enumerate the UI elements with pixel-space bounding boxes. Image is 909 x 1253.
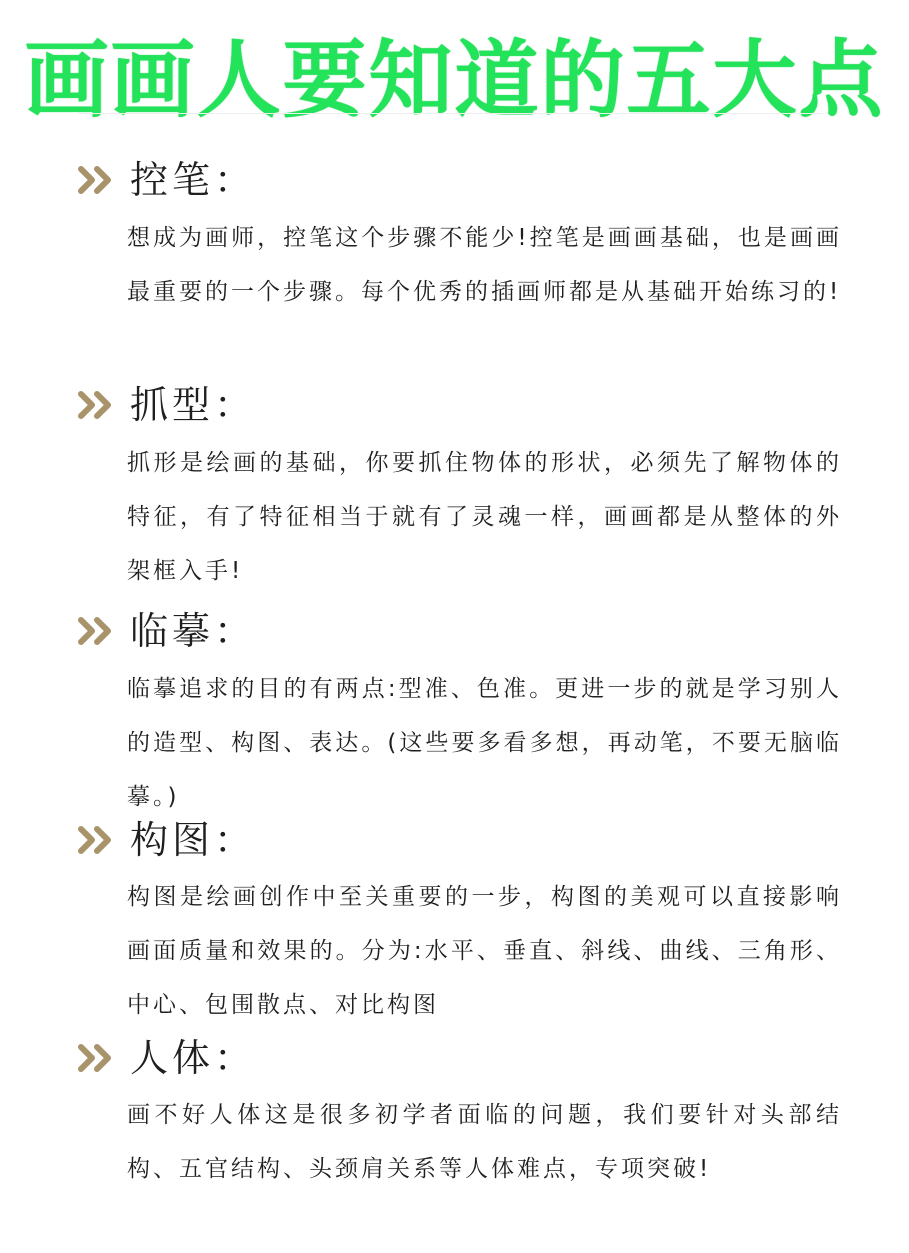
title-divider xyxy=(78,113,823,114)
section-goutu xyxy=(78,814,842,1032)
section-heading-label: 构图： xyxy=(130,818,257,862)
double-chevron-right-icon xyxy=(78,826,114,854)
page-title: 画画人要知道的五大点 xyxy=(24,31,885,129)
section-heading-label: 临摹： xyxy=(130,609,257,653)
section-heading xyxy=(78,379,838,431)
double-chevron-right-icon xyxy=(78,617,114,645)
section-heading xyxy=(78,154,838,206)
section-heading-label: 人体： xyxy=(130,1036,257,1080)
section-body: 想成为画师，控笔这个步骤不能少!控笔是画画基础，也是画画最重要的一个步骤。每个优秀的插画师都是从基础开始练习的! xyxy=(127,225,842,305)
section-body: 临摹追求的目的有两点:型准、色准。更进一步的就是学习别人的造型、构图、表达。(这些要多看多想，再动笔，不要无脑临摹。) xyxy=(127,676,842,810)
double-chevron-right-icon xyxy=(78,166,114,194)
section-heading-label: 抓型： xyxy=(130,383,257,427)
section-linmo xyxy=(78,605,842,824)
title-block xyxy=(0,30,909,130)
double-chevron-right-icon xyxy=(78,391,114,419)
section-kongbi xyxy=(78,154,842,319)
section-heading xyxy=(78,1032,838,1084)
section-body: 抓形是绘画的基础，你要抓住物体的形状，必须先了解物体的特征，有了特征相当于就有了灵魂一样，画画都是从整体的外架框入手! xyxy=(127,450,842,584)
section-heading-label: 控笔： xyxy=(130,158,257,202)
section-heading xyxy=(78,605,838,657)
section-heading xyxy=(78,814,838,866)
double-chevron-right-icon xyxy=(78,1044,114,1072)
section-body: 构图是绘画创作中至关重要的一步，构图的美观可以直接影响画面质量和效果的。分为:水平、垂直、斜线、曲线、三角形、中心、包围散点、对比构图 xyxy=(127,884,842,1018)
section-renti xyxy=(78,1032,842,1196)
section-zhuaxing xyxy=(78,379,842,598)
section-body: 画不好人体这是很多初学者面临的问题，我们要针对头部结构、五官结构、头颈肩关系等人体难点，专项突破! xyxy=(127,1102,842,1182)
